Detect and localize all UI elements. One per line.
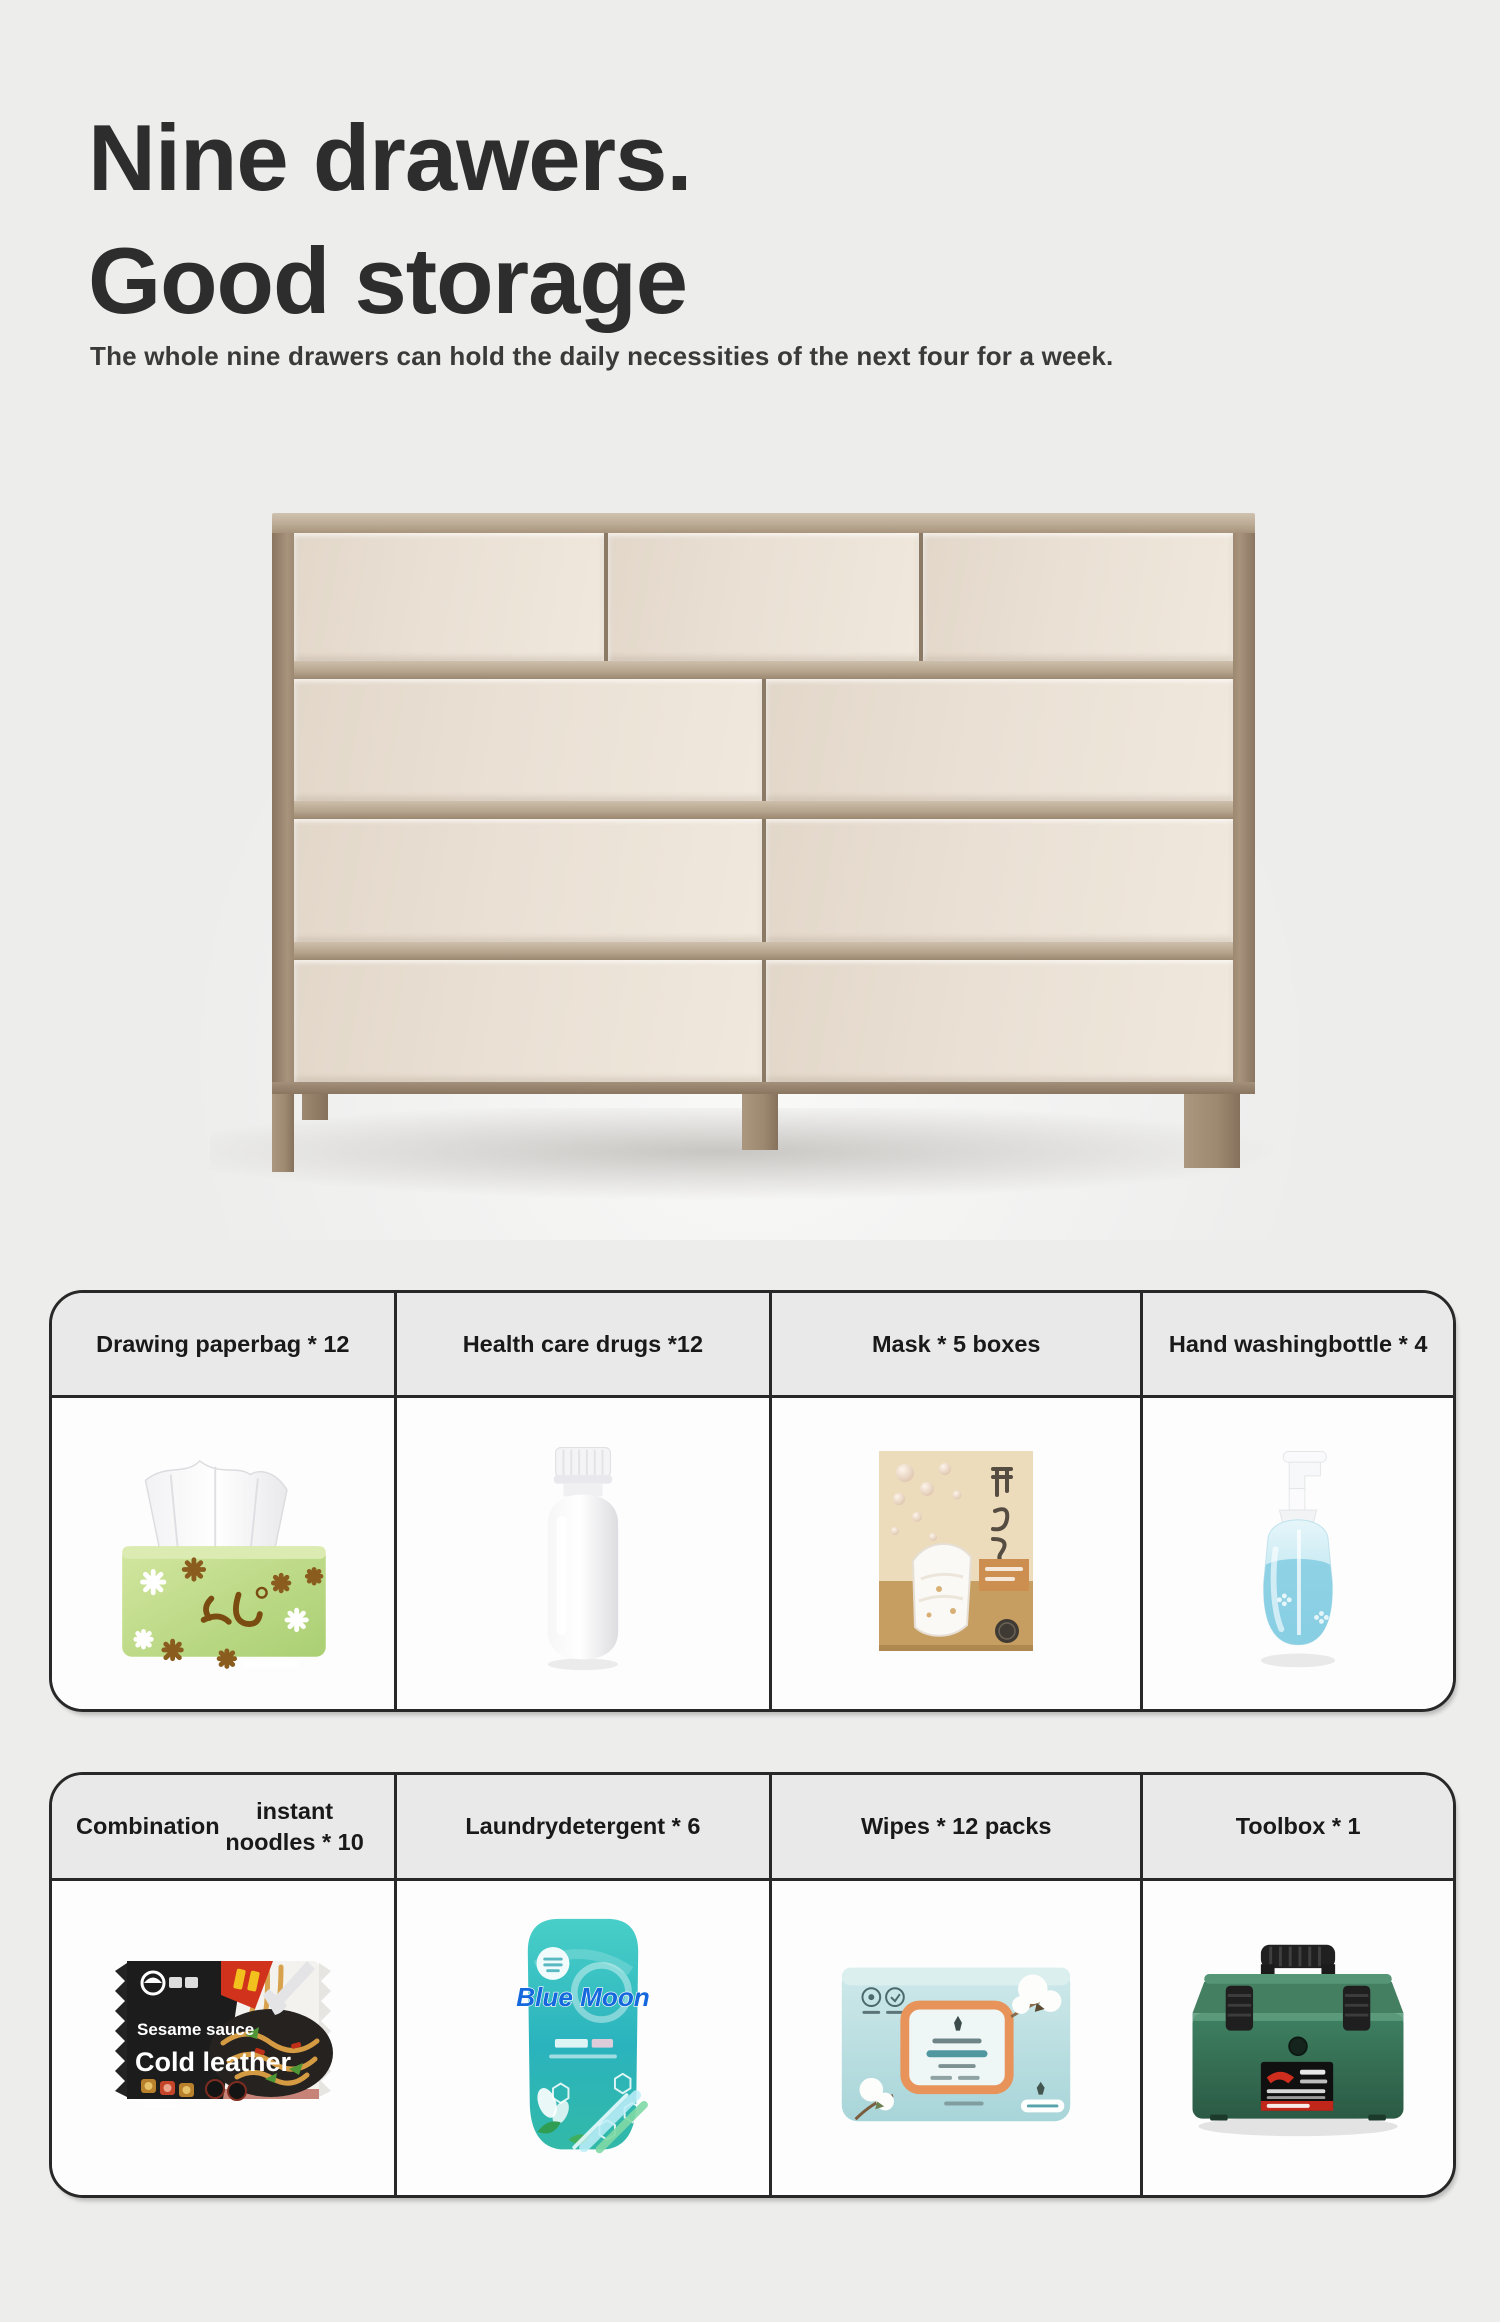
dresser-rail [294,942,1233,960]
toolbox-edge-highlight [1193,2013,1404,2021]
header-line: 12 [676,1330,704,1357]
product-cell-detergent [397,1881,772,2195]
toolbox-lid [1193,1982,1404,2013]
product-cell-wipes [772,1881,1143,2195]
drawer [294,533,604,661]
dresser-drawer-row [294,960,1233,1082]
pump-head [1280,1451,1327,1525]
mask-box-bottom-edge [879,1645,1033,1651]
dresser-drawer-row [294,819,1233,941]
dresser-leg [742,1094,778,1150]
tissues-sticking-out [145,1460,287,1555]
header-cell-instant-noodles [52,1775,397,1881]
blue-moon-brand: Blue Moon [516,1982,650,2013]
wipes-pack-image [828,1932,1084,2144]
drawer [294,819,762,941]
header-line: Wipes * 12 packs [860,1813,1052,1840]
keyhole [1289,2038,1307,2056]
drawer [294,679,762,801]
noodle-pack-image [103,1931,343,2146]
header-line: Mask * 5 boxes [871,1330,1041,1357]
dresser-image [272,513,1255,1174]
header-cell-drawing-paper-bag [52,1293,397,1398]
drawer [766,819,1234,941]
bottle-shadow [548,1658,618,1670]
drawer [766,679,1234,801]
product-cell-soap-bottle [1143,1398,1453,1709]
header-cell-toolbox [1143,1775,1453,1881]
dresser-leg [272,1094,294,1172]
bottom-center-text [944,2102,983,2106]
page-subtitle: The whole nine drawers can hold the daily necessities of the next four for a week. [90,341,1114,371]
dresser-right-stile [1233,533,1255,1082]
mask-box-image [861,1439,1051,1669]
dresser-drawer-row [294,679,1233,801]
dresser-leg [302,1094,328,1120]
product-cell-tissue-pack [52,1398,397,1709]
header-cell-health-care-drugs [397,1293,772,1398]
header-cell-mask [772,1293,1143,1398]
drawer [766,960,1234,1082]
page-title [88,96,691,342]
header-line: Combination [76,1813,220,1840]
mask-box-label-band [979,1559,1029,1591]
orange-frame-label [905,2005,1009,2090]
title-line-2: Good storage [88,228,688,333]
bottle-cap [554,1447,613,1483]
tissue-box [122,1546,326,1667]
toolbox-image [1170,1933,1426,2143]
product-cell-noodles [52,1881,397,2195]
toolbox-shadow [1199,2117,1398,2137]
dresser-rail [294,661,1233,679]
header-line: instant noodles * 10 [225,1798,364,1855]
header-cell-hand-washing-bottle [1143,1293,1453,1398]
toolbox-foot [1368,2115,1386,2121]
product-cell-pill-bottle [397,1398,772,1709]
bottle-highlight [557,1515,567,1634]
dresser-drawer-row [294,533,1233,661]
dresser-drawers [294,533,1233,1082]
drawer [608,533,918,661]
toolbox-foot [1210,2115,1228,2121]
supply-table-2 [49,1772,1456,2198]
dresser-left-stile [272,533,294,1082]
mask-illustration [913,1543,971,1635]
toolbox-lid-top [1204,1974,1392,1984]
tissue-pack-image [97,1428,349,1680]
drawer [923,533,1233,661]
header-line: bottle * 4 [1328,1330,1428,1357]
product-cell-toolbox [1143,1881,1453,2195]
detergent-pouch-image [491,1907,675,2169]
pill-bottle-image [513,1432,653,1676]
header-cell-laundry-detergent [397,1775,772,1881]
noodles-sauce-label: Sesame sauce [136,2019,255,2039]
product-cell-mask-box [772,1398,1143,1709]
fine-print [139,2099,177,2108]
dresser-leg [1184,1094,1240,1168]
dresser-legs [272,1094,1255,1174]
header-cell-wipes [772,1775,1143,1881]
title-line-1: Nine drawers. [88,105,692,210]
header-line: Hand washing [1168,1330,1329,1357]
dresser-top-surface [272,513,1255,533]
drawer [294,960,762,1082]
header-line: Laundry [465,1813,559,1840]
soap-shadow [1261,1653,1335,1667]
header-line: bag * 12 [259,1330,350,1357]
header-line: Drawing paper [96,1330,260,1357]
noodles-name-label: Cold leather [134,2046,291,2077]
tissue-small-text [242,1660,298,1667]
toolbox-label [1261,2062,1333,2111]
dresser-bottom-rail [272,1082,1255,1094]
header-line: Toolbox * 1 [1235,1813,1361,1840]
header-line: detergent * 6 [558,1813,701,1840]
dresser-rail [294,801,1233,819]
soap-bottle-image [1223,1432,1373,1676]
header-line: Health care drugs * [462,1330,677,1357]
supply-table-1 [49,1290,1456,1712]
